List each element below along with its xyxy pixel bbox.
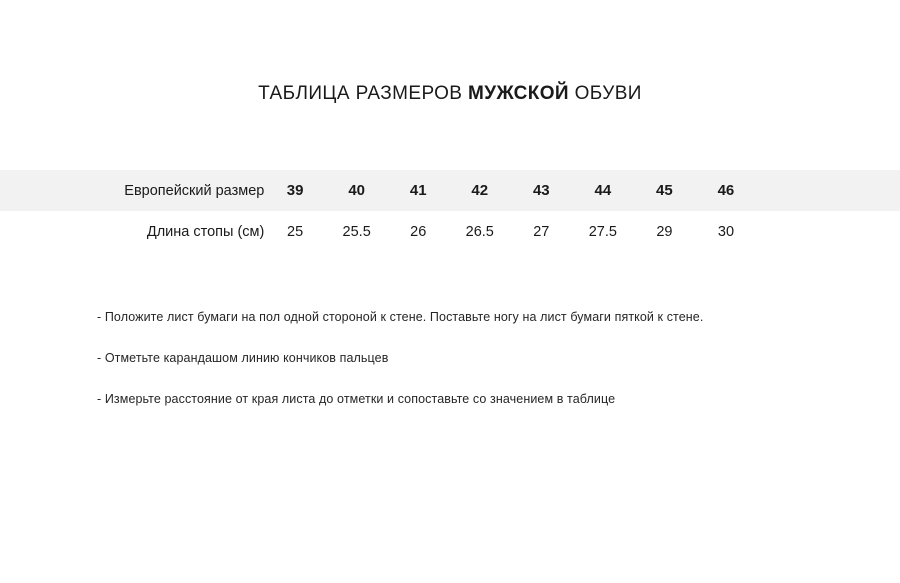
page-title-suffix: ОБУВИ xyxy=(568,83,642,104)
instruction-step-3: - Измерьте расстояние от края листа до отметки и сопоставьте со значением в таблице xyxy=(97,392,616,406)
cell-length-0: 25 xyxy=(287,223,304,240)
page-title-emphasis: МУЖСКОЙ xyxy=(468,83,569,104)
cell-size-3: 42 xyxy=(471,182,489,199)
row-label-european-size: Европейский размер xyxy=(124,182,265,199)
page-title-prefix: ТАБЛИЦА РАЗМЕРОВ xyxy=(258,83,469,104)
row-label-foot-length: Длина стопы (см) xyxy=(146,223,265,240)
cell-size-0: 39 xyxy=(286,182,304,199)
cell-length-6: 29 xyxy=(656,223,673,240)
size-chart-page xyxy=(0,83,900,583)
cell-size-1: 40 xyxy=(348,182,365,199)
instruction-step-1: - Положите лист бумаги на пол одной стороной к стене. Поставьте ногу на лист бумаги пяткой к стене. xyxy=(97,310,704,324)
table-row-european-size xyxy=(0,170,900,211)
cell-length-2: 26 xyxy=(410,223,427,240)
cell-length-3: 26.5 xyxy=(465,223,494,240)
table-spacer-head xyxy=(757,170,900,211)
cell-size-2: 41 xyxy=(409,182,427,199)
table-spacer-body xyxy=(757,211,900,252)
cell-size-6: 45 xyxy=(656,182,673,199)
instruction-step-2: - Отметьте карандашом линию кончиков пальцев xyxy=(97,351,389,365)
cell-length-5: 27.5 xyxy=(588,223,617,240)
cell-size-7: 46 xyxy=(717,182,735,199)
cell-size-4: 43 xyxy=(532,182,550,199)
cell-length-4: 27 xyxy=(533,223,550,240)
measurement-instructions xyxy=(0,310,900,406)
size-table-wrapper xyxy=(0,170,900,252)
size-table xyxy=(0,170,900,252)
page-title xyxy=(0,83,900,105)
cell-length-7: 30 xyxy=(717,223,735,240)
table-row-foot-length xyxy=(0,211,900,252)
cell-length-1: 25.5 xyxy=(342,223,371,240)
cell-size-5: 44 xyxy=(594,182,612,199)
